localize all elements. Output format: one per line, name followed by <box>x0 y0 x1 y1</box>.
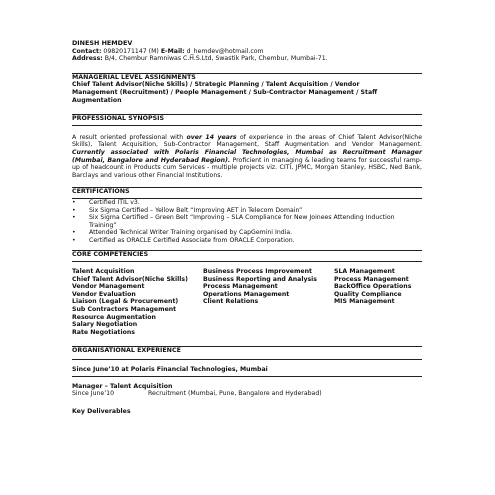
email-value[interactable]: d_hemdev@hotmail.com <box>186 47 264 55</box>
experience-section-title: ORGANISATIONAL EXPERIENCE <box>72 347 181 355</box>
experience-role-detail: Recruitment (Mumbai, Pune, Bangalore and Hyderabad) <box>148 390 322 398</box>
managerial-line-3: Augmentation <box>72 96 122 104</box>
competencies-grid <box>72 268 422 336</box>
competency-item: Business Process Improvement <box>203 268 312 276</box>
bullet-icon: • <box>72 236 76 244</box>
competency-item: Liaison (Legal & Procurement) <box>72 298 179 306</box>
list-item <box>72 214 422 229</box>
synopsis-text-1: A result oriented professional with <box>72 133 187 141</box>
competency-item: Process Management <box>334 275 409 283</box>
competency-item: Resource Augmentation <box>72 313 156 321</box>
competencies-column-3 <box>334 268 422 336</box>
bullet-icon: • <box>72 214 76 222</box>
competency-item: Client Relations <box>203 298 259 306</box>
key-deliverables-heading: Key Deliverables <box>72 407 131 415</box>
managerial-line-2: Management (Recruitment) / People Management / Sub-Contractor Management / Staff <box>72 88 378 96</box>
resume-document <box>72 40 422 415</box>
competency-item: Quality Compliance <box>334 290 402 298</box>
managerial-section-title: MANAGERIAL LEVEL ASSIGNMENTS <box>72 73 196 81</box>
list-item <box>72 229 422 237</box>
competencies-column-1 <box>72 268 203 336</box>
certification-text: Six Sigma Certified – Yellow Belt “Improving AET in Telecom Domain” <box>89 206 303 214</box>
certification-text: Certified as ORACLE Certified Associate from ORACLE Corporation. <box>89 236 295 244</box>
experience-role-row <box>72 390 422 398</box>
candidate-name: DINESH HEMDEV <box>72 39 133 47</box>
experience-company-line: Since June’10 at Polaris Financial Technologies, Mumbai <box>72 366 268 373</box>
bullet-icon: • <box>72 198 76 206</box>
competency-item: Salary Negotiation <box>72 321 138 329</box>
certification-text: Six Sigma Certified – Green Belt “Improving – SLA Compliance for New Joinees Attending Induction Training” <box>89 214 395 229</box>
contact-label: Contact: <box>72 47 102 55</box>
synopsis-paragraph <box>72 134 422 180</box>
competencies-column-2 <box>203 268 334 336</box>
competency-item: Talent Acquisition <box>72 268 135 276</box>
divider <box>72 359 422 360</box>
competency-item: MIS Management <box>334 298 395 306</box>
competency-item: Rate Negotiations <box>72 328 135 336</box>
competency-item: Sub Contractors Management <box>72 306 177 314</box>
certification-text: Certified ITIL v3. <box>89 198 140 206</box>
list-item <box>72 199 422 207</box>
synopsis-section-title: PROFESSIONAL SYNOPSIS <box>72 115 164 123</box>
synopsis-text-2: of experience in the areas of Chief Talent Advisor(Niche Skills), Talent Acquisition, Sub-Contractor Management, Staff Augmentation and Vendor Management. <box>72 133 422 149</box>
synopsis-experience-emphasis: over 14 years <box>186 133 237 141</box>
contact-line <box>72 48 422 56</box>
address-label: Address: <box>72 55 103 63</box>
managerial-line-1: Chief Talent Advisor(Niche Skills) / Strategic Planning / Talent Acquisition / Vendor <box>72 81 360 89</box>
certifications-list <box>72 199 422 245</box>
address-value: B/4, Chembur Ramniwas C.H.S.Ltd, Swastik Park, Chembur, Mumbai-71. <box>104 55 328 63</box>
divider <box>72 125 422 126</box>
competency-item: Vendor Management <box>72 283 145 291</box>
certifications-section-title: CERTIFICATIONS <box>72 188 130 196</box>
bullet-icon: • <box>72 229 76 237</box>
competency-item: SLA Management <box>334 268 395 276</box>
divider <box>72 261 422 262</box>
certification-text: Attended Technical Writer Training organised by CapGemini India. <box>89 229 293 237</box>
competency-item: Business Reporting and Analysis <box>203 275 317 283</box>
experience-role: Manager – Talent Acquisition <box>72 382 173 390</box>
competency-item: Operations Management <box>203 290 290 298</box>
contact-value: 09820171147 (M) <box>103 47 159 55</box>
synopsis-text-3: Proficient in managing & leading teams for successful ramp-up of headcount in Products cum Services - multiple projects viz. CITI, JPMC, Morgan Stanley, HSBC, Ned Bank, Barclays and various other Financial Institutions. <box>72 156 422 179</box>
experience-since: Since June’10 <box>72 390 115 398</box>
competency-item: Vendor Evaluation <box>72 290 136 298</box>
competency-item: Chief Talent Advisor(Niche Skills) <box>72 275 188 283</box>
address-line <box>72 55 422 63</box>
list-item <box>72 207 422 215</box>
competencies-section-title: CORE COMPETENCIES <box>72 251 149 259</box>
competency-item: Process Management <box>203 283 278 291</box>
email-label: E-Mail: <box>160 47 185 55</box>
bullet-icon: • <box>72 206 76 214</box>
synopsis-current-role-emphasis: Currently associated with Polaris Financial Technologies, Mumbai as Recruitment Manager (Mumbai, Bangalore and Hyderabad Region). <box>72 148 422 164</box>
list-item <box>72 237 422 245</box>
competency-item: BackOffice Operations <box>334 283 412 291</box>
divider <box>72 376 422 377</box>
